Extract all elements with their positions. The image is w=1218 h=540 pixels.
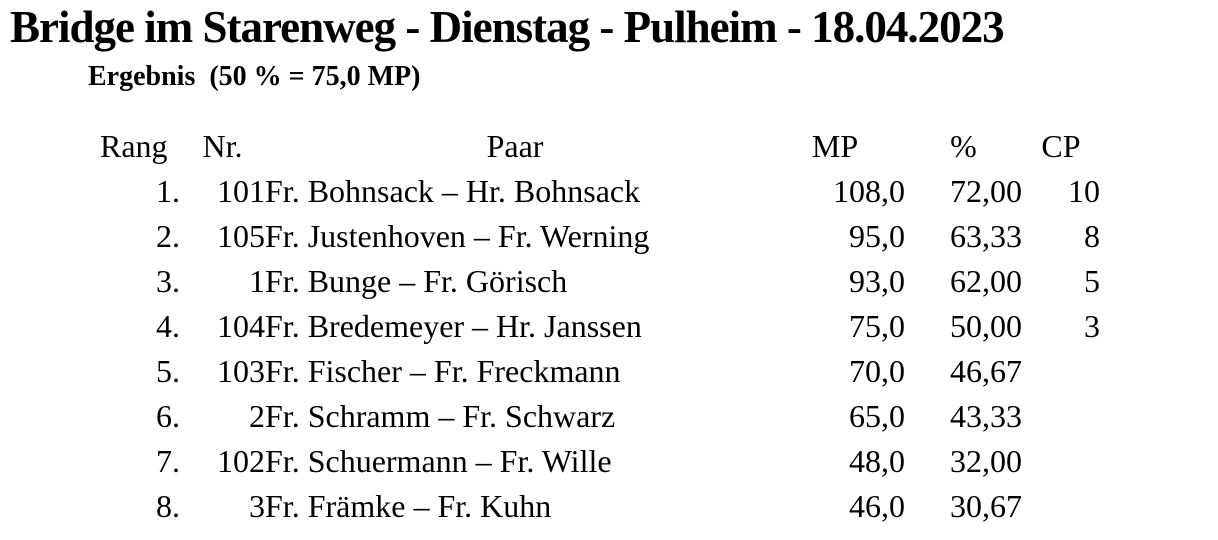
cell-pct: 30,67	[950, 488, 1022, 524]
cell-rang: 2.	[156, 218, 180, 254]
table-row	[100, 439, 1100, 484]
cell-mp: 93,0	[849, 263, 905, 299]
table-header-row	[100, 124, 1100, 169]
cell-rang: 4.	[156, 308, 180, 344]
cell-cp: 8	[1084, 218, 1100, 254]
cell-pct: 32,00	[950, 443, 1022, 479]
cell-paar: Fr. Schuermann – Fr. Wille	[265, 443, 612, 479]
cell-nr: 1	[249, 263, 265, 299]
cell-nr: 105	[217, 218, 265, 254]
cell-rang: 6.	[156, 398, 180, 434]
table-row	[100, 259, 1100, 304]
cell-nr: 102	[217, 443, 265, 479]
cell-mp: 108,0	[833, 173, 905, 209]
column-header-rang: Rang	[100, 128, 168, 164]
page-title: Bridge im Starenweg - Dienstag - Pulheim - 18.04.2023	[10, 2, 1004, 52]
results-table	[100, 124, 1100, 529]
table-row	[100, 304, 1100, 349]
table-row	[100, 349, 1100, 394]
table-row	[100, 169, 1100, 214]
cell-paar: Fr. Fischer – Fr. Freckmann	[265, 353, 621, 389]
cell-nr: 103	[217, 353, 265, 389]
cell-pct: 62,00	[950, 263, 1022, 299]
result-subtitle: Ergebnis (50 % = 75,0 MP)	[88, 61, 421, 92]
cell-mp: 46,0	[849, 488, 905, 524]
column-header-cp: CP	[1041, 128, 1081, 164]
table-row	[100, 214, 1100, 259]
cell-nr: 3	[249, 488, 265, 524]
cell-cp: 5	[1084, 263, 1100, 299]
cell-cp	[1022, 394, 1100, 439]
cell-mp: 48,0	[849, 443, 905, 479]
cell-mp: 95,0	[849, 218, 905, 254]
cell-cp: 10	[1068, 173, 1100, 209]
cell-nr: 2	[249, 398, 265, 434]
cell-paar: Fr. Bunge – Fr. Görisch	[265, 263, 568, 299]
cell-mp: 75,0	[849, 308, 905, 344]
cell-pct: 46,67	[950, 353, 1022, 389]
column-header-paar: Paar	[486, 128, 544, 164]
cell-pct: 50,00	[950, 308, 1022, 344]
results-body	[100, 169, 1100, 529]
cell-rang: 8.	[156, 488, 180, 524]
cell-mp: 65,0	[849, 398, 905, 434]
column-header-nr: Nr.	[202, 128, 243, 164]
table-row	[100, 394, 1100, 439]
cell-paar: Fr. Justenhoven – Fr. Werning	[265, 218, 650, 254]
cell-rang: 7.	[156, 443, 180, 479]
column-header-mp: MP	[811, 128, 859, 164]
cell-cp: 3	[1084, 308, 1100, 344]
cell-nr: 104	[217, 308, 265, 344]
column-header-pct: %	[950, 128, 977, 164]
cell-cp	[1022, 349, 1100, 394]
cell-paar: Fr. Schramm – Fr. Schwarz	[265, 398, 616, 434]
cell-nr: 101	[217, 173, 265, 209]
cell-rang: 3.	[156, 263, 180, 299]
cell-paar: Fr. Bredemeyer – Hr. Janssen	[265, 308, 642, 344]
cell-rang: 5.	[156, 353, 180, 389]
cell-pct: 72,00	[950, 173, 1022, 209]
cell-paar: Fr. Främke – Fr. Kuhn	[265, 488, 552, 524]
table-row	[100, 484, 1100, 529]
cell-mp: 70,0	[849, 353, 905, 389]
cell-rang: 1.	[156, 173, 180, 209]
cell-pct: 63,33	[950, 218, 1022, 254]
cell-paar: Fr. Bohnsack – Hr. Bohnsack	[265, 173, 641, 209]
cell-pct: 43,33	[950, 398, 1022, 434]
cell-cp	[1022, 439, 1100, 484]
cell-cp	[1022, 484, 1100, 529]
